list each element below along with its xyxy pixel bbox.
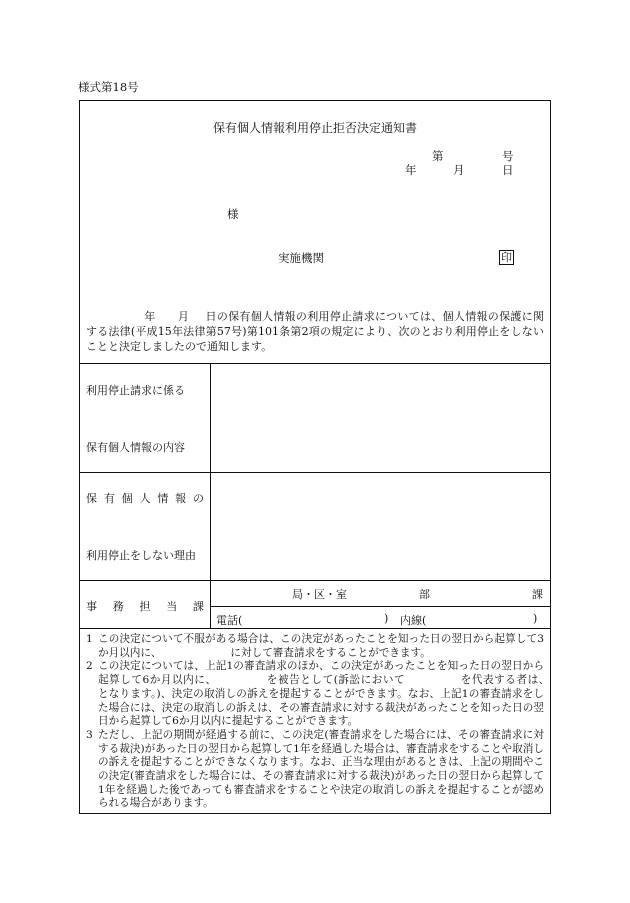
body-month: 月 xyxy=(177,310,190,323)
body-year: 年 xyxy=(144,310,156,323)
tel-label: 電話( xyxy=(216,614,243,627)
body-text: 日の保有個人情報の利用停止請求については、個人情報の保護に関する法律(平成15年法律第57号)第101条第2項の規定により、次のとおり利用停止をしないことと決定しましたので通知します。 xyxy=(86,310,545,353)
date-year: 年 xyxy=(405,163,417,177)
notice-body xyxy=(86,309,544,354)
date-month: 月 xyxy=(453,163,465,177)
row1-label-bottom: 保有個人情報の内容 xyxy=(86,441,185,454)
bu-label: 部 xyxy=(419,588,430,601)
note-item: 1 この決定について不服がある場合は、この決定があったことを知った日の翌日から起算して3か月以内に、 に対して審査請求をすることができます。 xyxy=(86,633,544,659)
seal-mark: 印 xyxy=(501,251,512,264)
row3-label: 事 務 担 当 課 xyxy=(86,600,204,613)
ka-label: 課 xyxy=(532,588,543,601)
agency-label: 実施機関 xyxy=(278,251,324,265)
notes-section xyxy=(86,633,608,811)
row-divider xyxy=(80,472,550,473)
number-dai: 第 xyxy=(432,149,444,163)
note-item: 2 この決定については、上記1の審査請求のほか、この決定があったことを知った日の翌日から起算して6か月以内に、 を被告として(訴訟において を代表する者は、 となります。)、決定の取消しの訴えを提起することができます。なお、上記1の審査請求をした場合には、決定の取消しの訴えは、その審査請求に対する裁決があったことを知った日の翌日から起算して6か月以内に提起することができます。 xyxy=(86,660,608,728)
form-number: 様式第18号 xyxy=(78,80,139,94)
row1-label-top: 利用停止請求に係る xyxy=(86,384,185,397)
form-frame xyxy=(79,100,608,814)
row-divider xyxy=(80,580,550,581)
row-divider xyxy=(80,363,550,364)
row-divider xyxy=(80,628,550,629)
row2-label-top: 保 有 個 人 情 報 の xyxy=(86,492,204,505)
cell-divider xyxy=(210,606,550,607)
naisen-label: 内線( xyxy=(400,614,427,627)
number-go: 号 xyxy=(502,149,514,163)
document-title: 保有個人情報利用停止拒否決定通知書 xyxy=(212,121,417,135)
kyoku-label: 局・区・室 xyxy=(292,588,347,601)
row2-label-bottom: 利用停止をしない理由 xyxy=(86,549,196,562)
tel-close: ) xyxy=(384,612,389,625)
naisen-close: ) xyxy=(533,612,538,625)
date-day: 日 xyxy=(502,163,514,177)
column-divider xyxy=(210,363,211,628)
note-item: 3 ただし、上記の期間が経過する前に、この決定(審査請求をした場合には、その審査請求に対する裁決)があった日の翌日から起算して1年を経過した場合は、審査請求をすることや取消しの訴えを提起することができなくなります。なお、正当な理由があるときは、上記の期間やこの決定(審査請求をした場合には、その審査請求に対する裁決)があった日の翌日から起算して1年を経過した後であっても審査請求をすることや決定の取消しの訴えを提起することが認められる場合があります。 xyxy=(86,728,544,810)
addressee-sama: 様 xyxy=(227,207,239,221)
